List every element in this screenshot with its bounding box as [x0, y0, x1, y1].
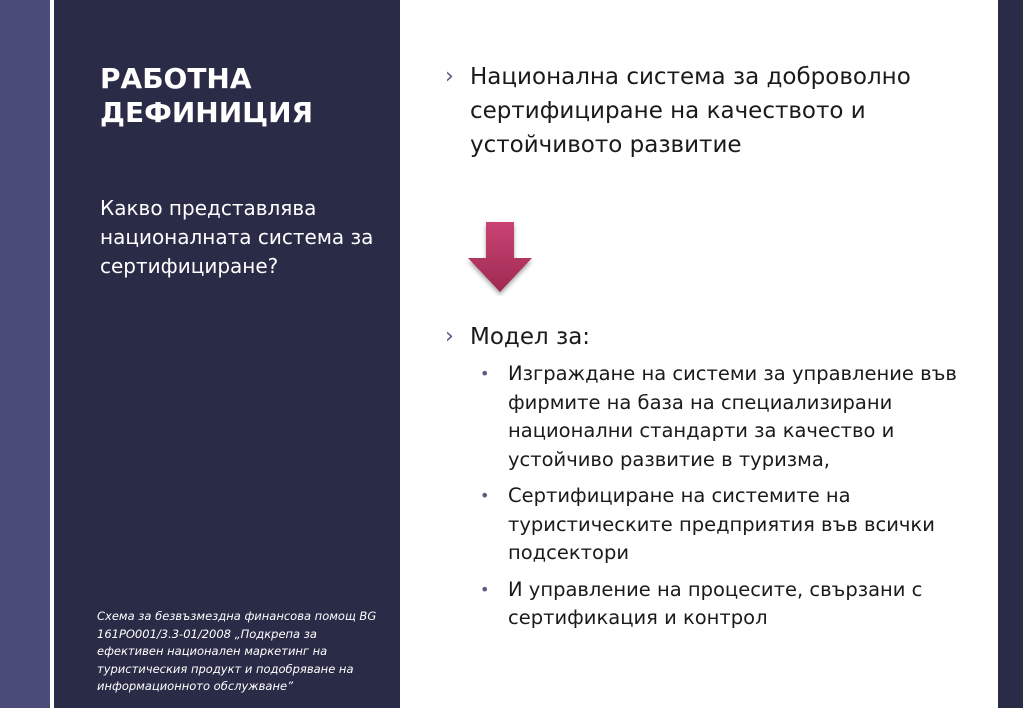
title-line-1: РАБОТНА — [100, 62, 252, 95]
sub-bullet-text: Изграждане на системи за управление във фирмите на база на специализирани национални стандарти за качество и устойчиво развитие в туризма, — [508, 362, 957, 471]
dot-icon: • — [480, 486, 490, 505]
bullet-point-1 — [440, 60, 990, 162]
bullet-point-2-text: Модел за: — [470, 324, 591, 350]
title-line-2: ДЕФИНИЦИЯ — [100, 96, 314, 129]
sub-bullet-item — [440, 360, 960, 474]
sub-bullet-list — [440, 360, 960, 633]
sub-bullet-item — [440, 482, 960, 568]
arrow-down-icon — [466, 220, 534, 296]
dot-icon: • — [480, 364, 490, 383]
chevron-right-icon: › — [445, 64, 454, 89]
bullet-point-1-text: Национална система за доброволно сертифициране на качеството и устойчивото развитие — [470, 64, 911, 158]
sub-bullet-text: Сертифициране на системите на туристическите предприятия във всички подсектори — [508, 484, 935, 564]
slide-subtitle: Какво представлява националната система за сертифициране? — [100, 196, 374, 278]
footnote: Схема за безвъзмездна финансова помощ BG 161PO001/3.3-01/2008 „Подкрепа за ефективен национален маркетинг на туристическия продукт и подобряване на информационното обслужване” — [97, 609, 377, 693]
sub-bullet-text: И управление на процесите, свързани с сертификация и контрол — [508, 577, 923, 629]
left-edge-bar — [0, 0, 50, 708]
right-edge-bar — [998, 0, 1023, 708]
bullet-point-2 — [440, 320, 990, 354]
chevron-right-icon: › — [445, 324, 454, 349]
sub-bullet-item — [440, 576, 960, 633]
slide-title — [100, 62, 390, 130]
dot-icon: • — [480, 579, 490, 599]
